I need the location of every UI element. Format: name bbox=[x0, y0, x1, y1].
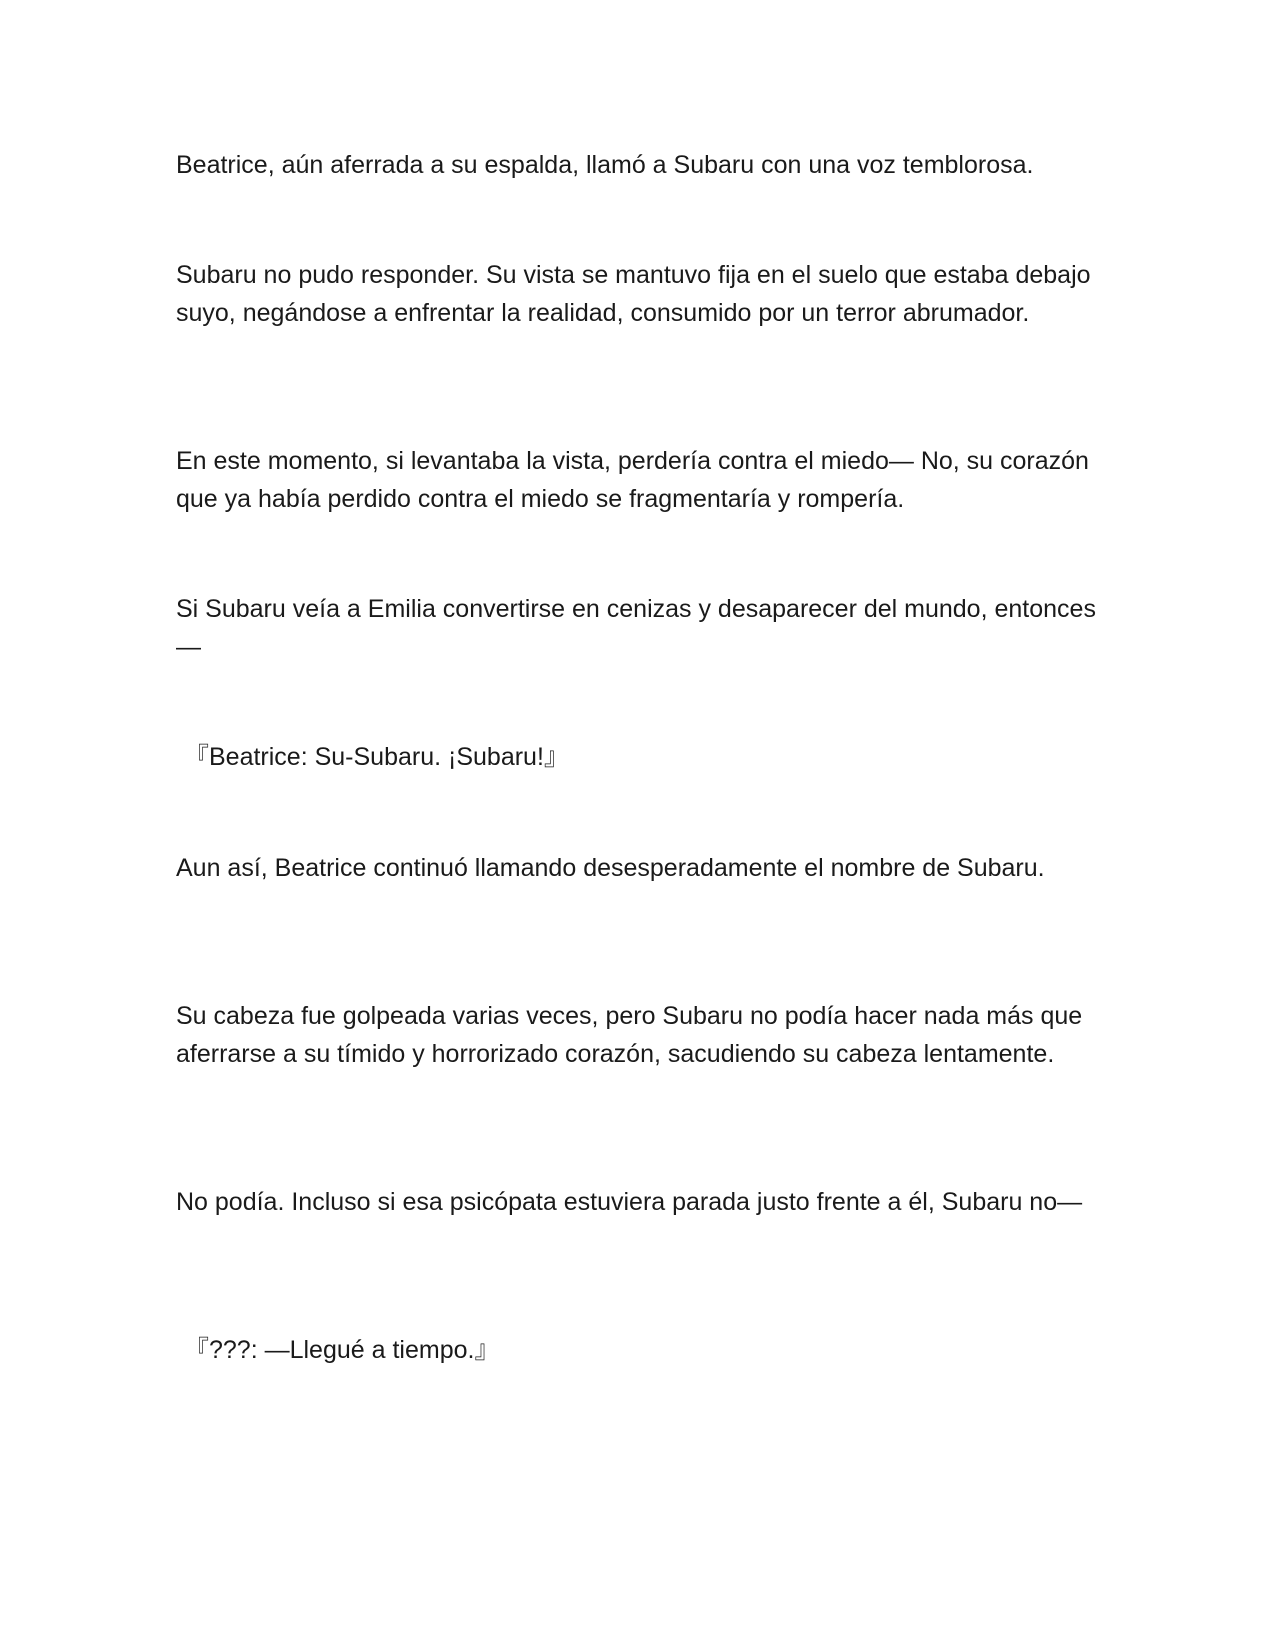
paragraph: En este momento, si levantaba la vista, perdería contra el miedo— No, su corazón que ya había perdido contra el miedo se fragmentaría y rompería. bbox=[176, 447, 1089, 513]
dialogue-line: 『Beatrice: Su-Subaru. ¡Subaru!』 bbox=[184, 743, 569, 771]
paragraph: Aun así, Beatrice continuó llamando desesperadamente el nombre de Subaru. bbox=[176, 854, 1045, 882]
paragraph: Subaru no pudo responder. Su vista se mantuvo fija en el suelo que estaba debajo suyo, negándose a enfrentar la realidad, consumido por un terror abrumador. bbox=[176, 261, 1091, 327]
paragraph: Su cabeza fue golpeada varias veces, pero Subaru no podía hacer nada más que aferrarse a su tímido y horrorizado corazón, sacudiendo su cabeza lentamente. bbox=[176, 1002, 1083, 1068]
paragraph: Beatrice, aún aferrada a su espalda, llamó a Subaru con una voz temblorosa. bbox=[176, 151, 1034, 179]
paragraph: Si Subaru veía a Emilia convertirse en cenizas y desaparecer del mundo, entonces— bbox=[176, 595, 1096, 661]
paragraph: No podía. Incluso si esa psicópata estuviera parada justo frente a él, Subaru no— bbox=[176, 1188, 1083, 1216]
dialogue-line: 『???: —Llegué a tiempo.』 bbox=[184, 1336, 500, 1364]
